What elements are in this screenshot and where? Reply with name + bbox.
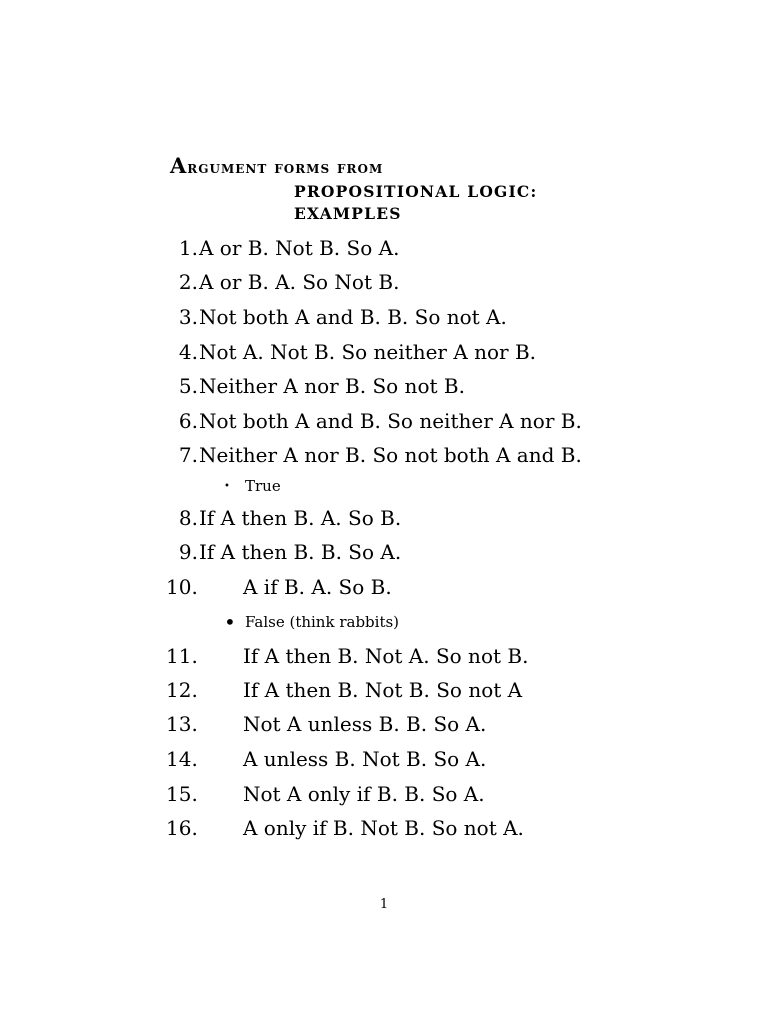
title-line-2: PROPOSITIONAL LOGIC: [294,182,538,201]
item-number: 1. [178,236,198,260]
item-number: 9. [178,540,198,564]
item-text: A or B. Not B. So A. [199,236,400,260]
title-line-1-rest: rgument forms from [187,158,384,178]
list-item [0,236,399,260]
note-item [224,477,281,496]
item-text: Not both A and B. B. So not A. [199,305,507,329]
item-text: Neither A nor B. So not B. [199,374,465,398]
page-title [170,155,537,221]
note-text: False (think rabbits) [245,613,400,631]
note-text: True [245,477,281,495]
item-text: If A then B. Not B. So not A [243,678,523,702]
item-text: Not A. Not B. So neither A nor B. [199,340,537,364]
item-text: A only if B. Not B. So not A. [243,816,524,840]
list-item [0,540,401,564]
bullet-icon: • [224,610,236,634]
title-line-1 [170,155,537,177]
item-number: 15. [166,782,198,806]
item-number: 8. [178,506,198,530]
item-number: 16. [166,816,198,840]
list-item [0,409,582,433]
item-text: A or B. A. So Not B. [199,270,400,294]
item-text: A unless B. Not B. So A. [243,747,487,771]
list-item [0,305,507,329]
item-text: Not A unless B. B. So A. [243,712,487,736]
item-text: Neither A nor B. So not both A and B. [199,443,582,467]
item-number: 13. [166,712,198,736]
item-number: 6. [178,409,198,433]
item-number: 10. [166,575,198,599]
title-initial: A [170,153,188,178]
list-item [0,443,582,467]
item-number: 14. [166,747,198,771]
item-number: 7. [178,443,198,467]
page-number: 1 [379,897,389,912]
list-item [0,340,536,364]
item-text: If A then B. A. So B. [199,506,402,530]
title-line-3: EXAMPLES [294,203,402,223]
item-text: If A then B. B. So A. [199,540,402,564]
item-number: 12. [166,678,198,702]
bullet-icon: • [224,481,230,492]
item-number: 4. [178,340,198,364]
list-item [0,374,465,398]
item-number: 2. [178,270,198,294]
item-text: If A then B. Not A. So not B. [243,644,529,668]
item-number: 5. [178,374,198,398]
item-text: A if B. A. So B. [243,575,392,599]
list-item [0,270,399,294]
list-item [0,506,401,530]
item-text: Not A only if B. B. So A. [243,782,485,806]
item-text: Not both A and B. So neither A nor B. [199,409,582,433]
note-item [224,610,400,634]
item-number: 3. [178,305,198,329]
item-number: 11. [166,644,198,668]
